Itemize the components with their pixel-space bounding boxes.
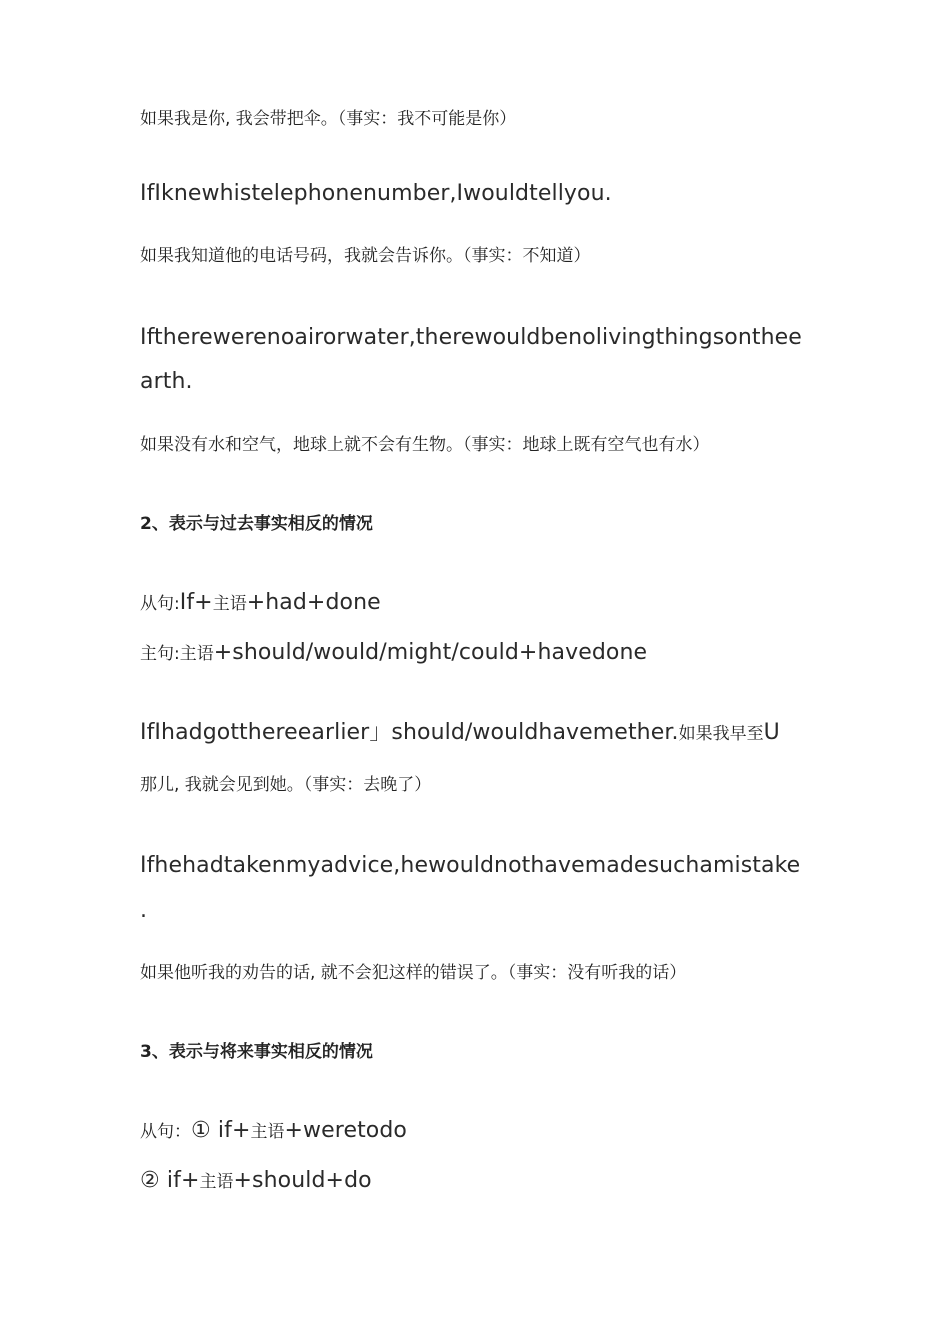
example-sentence-3-part2: arth. [140,369,193,394]
future-clause-formula-1 [140,1118,407,1144]
formula-label: 从句： [140,1122,191,1142]
example-translation-3: 如果没有水和空气，地球上就不会有生物。（事实：地球上既有空气也有水） [140,435,710,455]
example-sentence-4 [140,720,780,746]
example-sentence-3-part1: Iftherewerenoairorwater,therewouldbenolivingthingsonthee [140,325,802,350]
formula-part: +weretodo [284,1118,407,1143]
formula-subject: 主语 [179,644,214,664]
past-main-clause-formula [140,640,647,666]
example-translation-4: 那儿, 我就会见到她。（事实：去晚了） [140,775,432,795]
section-heading-3: 3、表示与将来事实相反的情况 [140,1042,373,1062]
example-sentence-5-part2: . [140,898,148,923]
formula-part: ② if+ [140,1168,200,1193]
example-translation-1: 如果我是你, 我会带把伞。（事实：我不可能是你） [140,109,517,129]
sentence-translation: 如果我早至 [678,724,764,744]
past-clause-formula [140,590,381,616]
example-translation-2: 如果我知道他的电话号码，我就会告诉你。（事实：不知道） [140,246,591,266]
formula-part: ① if+ [191,1118,251,1143]
example-sentence-5-part1: Ifhehadtakenmyadvice,hewouldnothavemadesuchamistake [140,853,801,878]
formula-part: +should/would/might/could+havedone [213,640,648,665]
future-clause-formula-2 [140,1168,372,1194]
formula-subject: 主语 [250,1122,285,1142]
formula-part: If+ [179,590,213,615]
formula-label: 从句: [140,594,180,614]
formula-part: +should+do [233,1168,372,1193]
sentence-text: IfIhadgotthereearlier」should/wouldhavemether. [140,720,679,745]
section-heading-2: 2、表示与过去事实相反的情况 [140,514,373,534]
sentence-text: U [763,720,780,745]
formula-part: +had+done [246,590,381,615]
example-sentence-2: IfIknewhistelephonenumber,Iwouldtellyou. [140,181,612,206]
formula-subject: 主语 [199,1172,234,1192]
formula-subject: 主语 [212,594,247,614]
formula-label: 主句: [140,644,180,664]
example-translation-5: 如果他听我的劝告的话, 就不会犯这样的错误了。（事实：没有听我的话） [140,963,687,983]
